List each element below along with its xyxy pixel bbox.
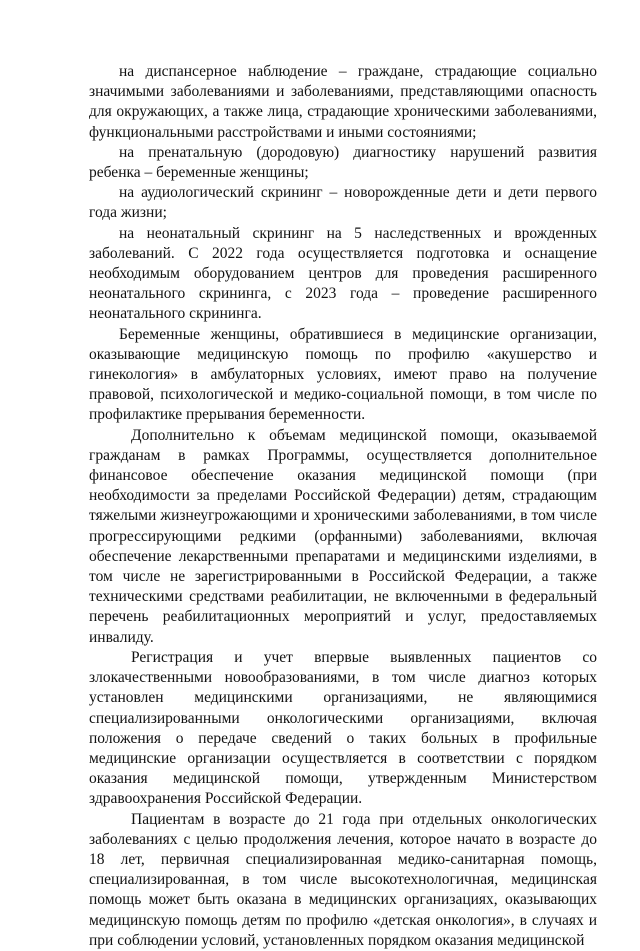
paragraph-pregnant-women-rights: Беременные женщины, обратившиеся в медицинские организации, оказывающие медицинскую помощь по профилю «акушерство и гинекология» в амбулаторных условиях, имеют право на получение правовой, психологической и медико-социальной помощи, в том числе по профилактике прерывания беременности. — [89, 325, 597, 424]
paragraph-dispensary-observation: на диспансерное наблюдение – граждане, страдающие социально значимыми заболеваниями и заболеваниями, представляющими опасность для окружающих, а также лица, страдающие хроническими заболеваниями, функциональными расстройствами и иными состояниями; — [89, 63, 597, 141]
paragraph-oncology-registration: Регистрация и учет впервые выявленных пациентов со злокачественными новообразованиями, в том числе диагноз которых установлен медицинскими организациями, не являющимися специализированными онкологическими организациями, включая положения о передаче сведений о таких больных в профильные медицинские организации осуществляется в соответствии с порядком оказания медицинской помощи, утвержденным Министерством здравоохранения Российской Федерации. — [89, 648, 597, 808]
paragraph-prenatal-diagnostics: на пренатальную (дородовую) диагностику нарушений развития ребенка – беременные женщины; — [89, 143, 597, 182]
paragraph-additional-funding: Дополнительно к объемам медицинской помощи, оказываемой гражданам в рамках Программы, осуществляется дополнительное финансовое обеспечение оказания медицинской помощи (при необходимости за пределами Российской Федерации) детям, страдающим тяжелыми жизнеугрожающими и хроническими заболеваниями, в том числе прогрессирующими редкими (орфанными) заболеваниями, включая обеспечение лекарственными препаратами и медицинскими изделиями, в том числе не зарегистрированными в Российской Федерации, а также техническими средствами реабилитации, не включенными в федеральный перечень реабилитационных мероприятий и услуг, предоставляемых инвалиду. — [89, 426, 597, 646]
paragraph-neonatal-screening: на неонатальный скрининг на 5 наследственных и врожденных заболеваний. С 2022 года осуществляется подготовка и оснащение необходимым оборудованием центров для проведения расширенного неонатального скрининга, с 2023 года – проведение расширенного неонатального скрининга. — [89, 224, 597, 323]
paragraph-audiological-screening: на аудиологический скрининг – новорожденные дети и дети первого года жизни; — [89, 184, 597, 222]
paragraph-patients-under-21: Пациентам в возрасте до 21 года при отдельных онкологических заболеваниях с целью продолжения лечения, которое начато в возрасте до 18 лет, первичная специализированная медико-санитарная помощь, специализированная, в том числе высокотехнологичная, медицинская помощь может быть оказана в медицинских организациях, оказывающих медицинскую помощь детям по профилю «детская онкология», в случаях и при соблюдении условий, установленных порядком оказания медицинской — [89, 810, 597, 949]
document-page — [89, 62, 597, 951]
